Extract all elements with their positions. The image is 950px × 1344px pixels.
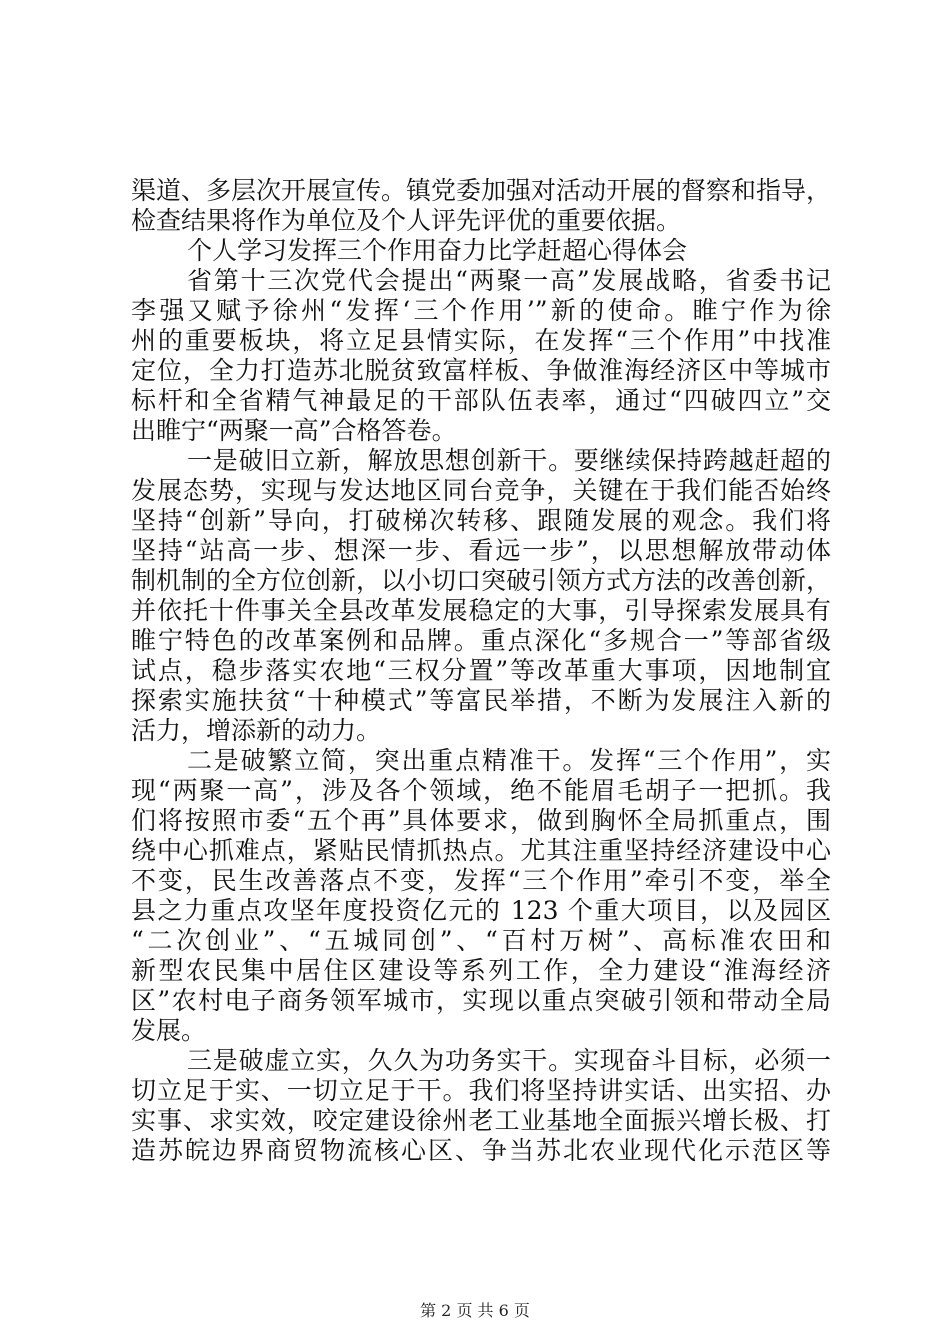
text-line: 睢宁特色的改革案例和品牌。重点深化“多规合一”等部省级	[131, 626, 831, 655]
text-line: 新型农民集中居住区建设等系列工作，全力建设“淮海经济	[131, 956, 831, 985]
text-line: “二次创业”、“五城同创”、“百村万树”、高标准农田和	[131, 926, 831, 955]
text-line: 出睢宁“两聚一高”合格答卷。	[131, 416, 457, 445]
text-line: 活力，增添新的动力。	[131, 716, 382, 745]
text-line: 渠道、多层次开展宣传。镇党委加强对活动开展的督察和指导，	[131, 176, 832, 205]
text-line: 州的重要板块，将立足县情实际，在发挥“三个作用”中找准	[131, 326, 831, 355]
text-line: 坚持“站高一步、想深一步、看远一步”，以思想解放带动体	[131, 536, 831, 565]
text-line: 切立足于实、一切立足于干。我们将坚持讲实话、出实招、办	[131, 1076, 831, 1105]
text-line: 不变，民生改善落点不变，发挥“三个作用”牵引不变，举全	[131, 866, 831, 895]
text-line: 李强又赋予徐州“发挥‘三个作用’”新的使命。睢宁作为徐	[131, 296, 831, 325]
text-line: 定位，全力打造苏北脱贫致富样板、争做淮海经济区中等城市	[131, 356, 831, 385]
text-line: 实事、求实效，咬定建设徐州老工业基地全面振兴增长极、打	[131, 1106, 831, 1135]
text-line: 发展态势，实现与发达地区同台竞争，关键在于我们能否始终	[131, 476, 831, 505]
text-line: 制机制的全方位创新，以小切口突破引领方式方法的改善创新，	[131, 566, 832, 595]
text-line: 坚持“创新”导向，打破梯次转移、跟随发展的观念。我们将	[131, 506, 831, 535]
text-line: 县之力重点攻坚年度投资亿元的 123 个重大项目，以及园区	[131, 896, 831, 925]
text-line: 区”农村电子商务领军城市，实现以重点突破引领和带动全局	[131, 986, 831, 1015]
text-line: 省第十三次党代会提出“两聚一高”发展战略，省委书记	[187, 266, 831, 295]
text-line: 二是破繁立简，突出重点精准干。发挥“三个作用”，实	[187, 746, 831, 775]
text-line: 试点，稳步落实农地“三权分置”等改革重大事项，因地制宜	[131, 656, 831, 685]
text-line: 造苏皖边界商贸物流核心区、争当苏北农业现代化示范区等	[131, 1136, 831, 1165]
text-line: 检查结果将作为单位及个人评先评优的重要依据。	[131, 206, 682, 235]
body-text	[131, 176, 831, 1166]
text-line: 们将按照市委“五个再”具体要求，做到胸怀全局抓重点，围	[131, 806, 831, 835]
text-line: 现“两聚一高”，涉及各个领域，绝不能眉毛胡子一把抓。我	[131, 776, 831, 805]
text-line: 并依托十件事关全县改革发展稳定的大事，引导探索发展具有	[131, 596, 831, 625]
text-line: 一是破旧立新，解放思想创新干。要继续保持跨越赶超的	[187, 446, 831, 475]
text-line: 标杆和全省精气神最足的干部队伍表率，通过“四破四立”交	[131, 386, 831, 415]
text-line: 绕中心抓难点，紧贴民情抓热点。尤其注重坚持经济建设中心	[131, 836, 831, 865]
article-title: 个人学习发挥三个作用奋力比学赶超心得体会	[187, 236, 688, 265]
page-footer: 第 2 页 共 6 页	[420, 1301, 530, 1320]
text-line: 三是破虚立实，久久为功务实干。实现奋斗目标，必须一	[187, 1046, 831, 1075]
text-line: 探索实施扶贫“十种模式”等富民举措，不断为发展注入新的	[131, 686, 831, 715]
text-line: 发展。	[131, 1016, 207, 1045]
